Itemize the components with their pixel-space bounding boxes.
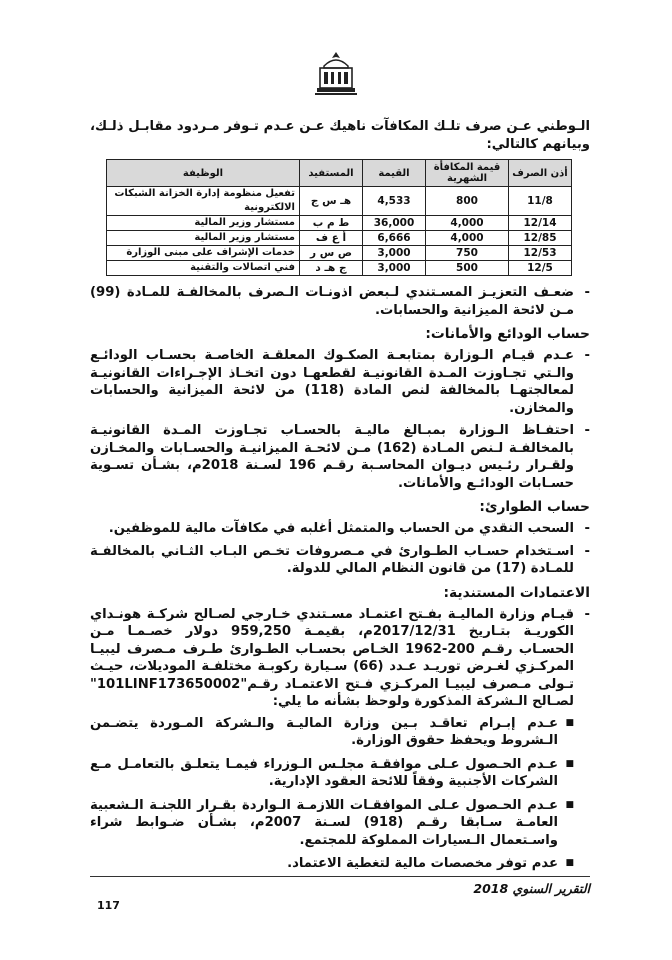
cell-monthly-reward: 750 — [426, 246, 509, 261]
table-row — [107, 187, 572, 216]
cell-beneficiary: ط م ب — [300, 216, 363, 231]
cell-amount: 6,666 — [363, 231, 426, 246]
footer-report-title: التقرير السنوي 2018 — [473, 881, 590, 896]
list-item: - ضعـف التعزيـز المسـتندي لـبعض اذونـات الـصرف بالمخالفـة للمـادة (99) مـن لائحة الميزانية والحسابات. — [90, 284, 590, 319]
header-beneficiary: المستفيد — [300, 160, 363, 187]
cell-job: مستشار وزير المالية — [107, 231, 300, 246]
list-item: - عـدم قيـام الـوزارة بمتابعـة الصكـوك المعلقـة الخاصـة بحسـاب الودائـع والـتي تجـاوزت المـدة القانونيـة لقطعهـا دون اتخـاذ الإجـراءات القانونيـة لمعالجتهـا بالمخالفة لنص المادة (118) من لائحة الميزانية والحسابات والمخازن. — [90, 347, 590, 417]
list-item: - السحب النقدي من الحساب والمتمثل أغلبه في مكافآت مالية للموظفين. — [90, 520, 590, 538]
header-job: الوظيفة — [107, 160, 300, 187]
credits-list — [90, 606, 590, 873]
cell-monthly-reward: 4,000 — [426, 231, 509, 246]
credits-main-text: قيـام وزارة الماليـة بفـتح اعتمـاد مسـتندي خـارجي لصـالح شركـة هونـداي الكوريـة بتـاريخ 2017/12/31م، بقيمـة 959,250 دولار خصـمـا مـن الحسـاب رقـم 200-1962 الخـاص بحسـاب الطـوارئ طـرف مـصرف ليبيـا المركـزي لغـرض توريـد عـدد (66) سـيارة ركوبـة مختلفـة الموديلات، حيـث تـولى مـصرف ليبيـا المركـزي فـتح الاعتمـاد رقـم"101LINF173650002" لصـالح الـشركة المذكورة ولوحظ بشأنه ما يلي: — [90, 606, 575, 709]
header-amount: القيمة — [363, 160, 426, 187]
header-voucher: أذن الصرف — [509, 160, 572, 187]
table-row — [107, 261, 572, 276]
list-item: ■ عدم توفر مخصصات مالية لتغطية الاعتماد. — [90, 855, 574, 873]
cell-beneficiary: هـ س ج — [300, 187, 363, 216]
section-title-emergency: حساب الطوارئ: — [479, 499, 590, 515]
cell-voucher: 12/5 — [509, 261, 572, 276]
credits-sub-list — [90, 715, 574, 873]
cell-job: مستشار وزير المالية — [107, 216, 300, 231]
cell-voucher: 12/85 — [509, 231, 572, 246]
cell-beneficiary: ص س ر — [300, 246, 363, 261]
table-row — [107, 216, 572, 231]
cell-voucher: 11/8 — [509, 187, 572, 216]
cell-beneficiary: أ ع ف — [300, 231, 363, 246]
cell-job: تفعيل منظومة إدارة الخزانة الشبكات الالكترونية — [107, 187, 300, 216]
list-item: - احتفـاظ الـوزارة بمبـالغ ماليـة بالحسـاب تجـاوزت المـدة القانونيـة بالمخالفـة لـنص المـادة (162) مـن لائحـة الميزانيـة والحسـابات والمخـازن ولقـرار رئـيس ديـوان المحاسـبة رقـم 196 لسـنة 2018م، بشـأن تسـوية حسـابات الودائـع والأمانات. — [90, 422, 590, 492]
cell-beneficiary: ج هـ د — [300, 261, 363, 276]
audit-bureau-emblem-icon — [314, 50, 358, 96]
list-item — [90, 606, 590, 873]
section-title-deposits: حساب الودائع والأمانات: — [425, 326, 590, 342]
weak-support-list — [90, 284, 590, 319]
list-item: ■ عـدم الحـصول عـلى الموافقـات اللازمـة الـواردة بقـرار اللجنـة الـشعبية العامـة سـابقا رقـم (918) لسـنة 2007م، بشـأن ضـوابط شراء واسـتعمال الـسيارات المملوكة للمجتمع. — [90, 797, 574, 850]
cell-monthly-reward: 4,000 — [426, 216, 509, 231]
section-title-credits: الاعتمادات المستندية: — [443, 584, 590, 601]
cell-monthly-reward: 500 — [426, 261, 509, 276]
report-page-body — [90, 118, 590, 879]
cell-amount: 3,000 — [363, 261, 426, 276]
cell-amount: 3,000 — [363, 246, 426, 261]
table-header-row — [107, 160, 572, 187]
cell-amount: 4,533 — [363, 187, 426, 216]
cell-voucher: 12/14 — [509, 216, 572, 231]
intro-paragraph: الـوطني عـن صرف تلـك المكافآت ناهيك عـن عـدم تـوفر مـردود مقابـل ذلـك، وبيانهم كالتالي: — [90, 119, 590, 152]
page-number: 117 — [97, 899, 120, 912]
rewards-table — [106, 159, 572, 276]
deposits-list — [90, 347, 590, 492]
cell-amount: 36,000 — [363, 216, 426, 231]
list-item: ■ عـدم إبـرام تعاقـد بـين وزارة الماليـة والـشركة المـوردة يتضـمن الـشروط ويحفظ حقوق الوزارة. — [90, 715, 574, 750]
table-row — [107, 231, 572, 246]
list-item: - اسـتخدام حسـاب الطـوارئ في مـصروفات تخـص البـاب الثـاني بالمخالفـة للمـادة (17) من قانون النظام المالي للدولة. — [90, 543, 590, 578]
cell-job: خدمات الإشراف على مبنى الوزارة — [107, 246, 300, 261]
list-item: ■ عـدم الحـصول عـلى موافقـة مجلـس الـوزراء فيمـا يتعلـق بالتعامـل مـع الشركات الأجنبية وفقاً للائحة العقود الإدارية. — [90, 756, 574, 791]
footer-divider — [90, 876, 590, 877]
cell-voucher: 12/53 — [509, 246, 572, 261]
header-monthly-reward: قيمة المكافأة الشهرية — [426, 160, 509, 187]
cell-job: فني اتصالات والتقنية — [107, 261, 300, 276]
table-row — [107, 246, 572, 261]
emergency-list — [90, 520, 590, 578]
cell-monthly-reward: 800 — [426, 187, 509, 216]
